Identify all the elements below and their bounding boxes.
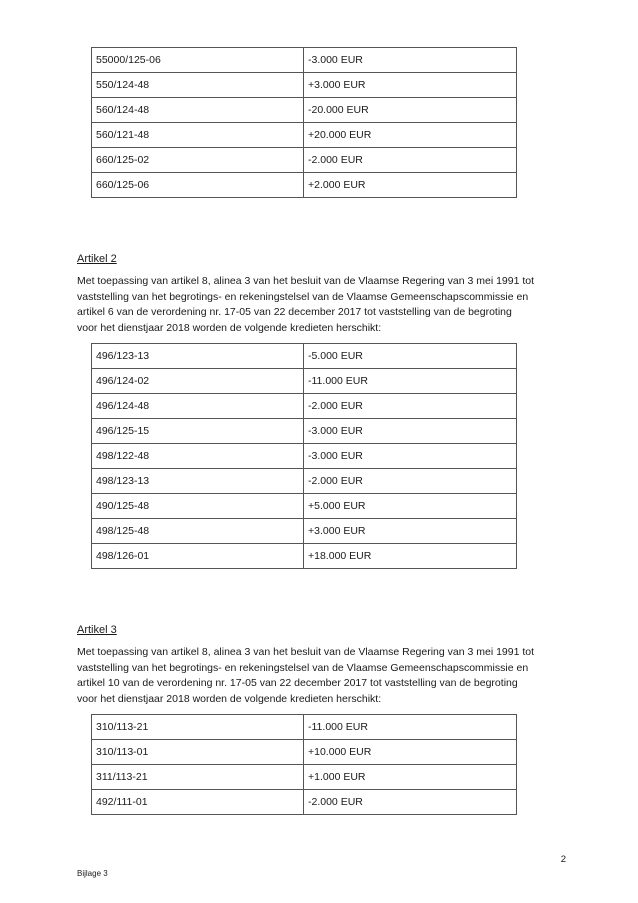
artikel-3-heading: Artikel 3 bbox=[77, 624, 117, 636]
table-row bbox=[92, 98, 517, 123]
amount: -5.000 EUR bbox=[304, 344, 517, 369]
article-code: 498/122-48 bbox=[92, 444, 304, 469]
table-row bbox=[92, 148, 517, 173]
article-code: 55000/125-06 bbox=[92, 48, 304, 73]
amount: +3.000 EUR bbox=[304, 519, 517, 544]
amount: -3.000 EUR bbox=[304, 419, 517, 444]
article-code: 560/121-48 bbox=[92, 123, 304, 148]
table-row bbox=[92, 394, 517, 419]
article-code: 498/126-01 bbox=[92, 544, 304, 569]
amount: +10.000 EUR bbox=[304, 740, 517, 765]
table-row bbox=[92, 765, 517, 790]
paragraph-line: vaststelling van het begrotings- en rekeningstelsel van de Vlaamse Gemeenschapscommissie en bbox=[77, 290, 529, 303]
amount: +3.000 EUR bbox=[304, 73, 517, 98]
paragraph-line: voor het dienstjaar 2018 worden de volgende kredieten herschikt: bbox=[77, 322, 382, 335]
paragraph-line: voor het dienstjaar 2018 worden de volgende kredieten herschikt: bbox=[77, 693, 382, 706]
amount: -11.000 EUR bbox=[304, 369, 517, 394]
table-row bbox=[92, 444, 517, 469]
paragraph-line: Met toepassing van artikel 8, alinea 3 van het besluit van de Vlaamse Regering van 3 mei 1991 tot bbox=[77, 275, 535, 287]
table-row bbox=[92, 173, 517, 198]
article-code: 490/125-48 bbox=[92, 494, 304, 519]
article-code: 311/113-21 bbox=[92, 765, 304, 790]
paragraph-line: artikel 10 van de verordening nr. 17-05 van 22 december 2017 tot vaststelling van de begroting bbox=[77, 677, 518, 690]
table-row bbox=[92, 419, 517, 444]
table-row bbox=[92, 715, 517, 740]
artikel-3-paragraph bbox=[77, 645, 567, 708]
paragraph-line: Met toepassing van artikel 8, alinea 3 van het besluit van de Vlaamse Regering van 3 mei 1991 tot bbox=[77, 646, 535, 658]
amount: -2.000 EUR bbox=[304, 469, 517, 494]
amount: -11.000 EUR bbox=[304, 715, 517, 740]
article-code: 660/125-06 bbox=[92, 173, 304, 198]
article-code: 498/125-48 bbox=[92, 519, 304, 544]
article-code: 310/113-01 bbox=[92, 740, 304, 765]
amount: -2.000 EUR bbox=[304, 790, 517, 815]
amount: -3.000 EUR bbox=[304, 48, 517, 73]
amount: -2.000 EUR bbox=[304, 148, 517, 173]
table-row bbox=[92, 369, 517, 394]
article-code: 496/124-02 bbox=[92, 369, 304, 394]
amount: +18.000 EUR bbox=[304, 544, 517, 569]
table-row bbox=[92, 469, 517, 494]
article-code: 498/123-13 bbox=[92, 469, 304, 494]
artikel-2-paragraph bbox=[77, 274, 567, 337]
article-code: 496/123-13 bbox=[92, 344, 304, 369]
artikel-2-heading: Artikel 2 bbox=[77, 253, 117, 265]
budget-table-2 bbox=[91, 343, 517, 569]
amount: -20.000 EUR bbox=[304, 98, 517, 123]
amount: +5.000 EUR bbox=[304, 494, 517, 519]
article-code: 310/113-21 bbox=[92, 715, 304, 740]
article-code: 560/124-48 bbox=[92, 98, 304, 123]
amount: -3.000 EUR bbox=[304, 444, 517, 469]
table-row bbox=[92, 123, 517, 148]
page-number: 2 bbox=[560, 854, 566, 865]
table-row bbox=[92, 73, 517, 98]
amount: +1.000 EUR bbox=[304, 765, 517, 790]
paragraph-line: vaststelling van het begrotings- en rekeningstelsel van de Vlaamse Gemeenschapscommissie en bbox=[77, 661, 529, 674]
article-code: 550/124-48 bbox=[92, 73, 304, 98]
table-row bbox=[92, 494, 517, 519]
table-row bbox=[92, 344, 517, 369]
amount: +20.000 EUR bbox=[304, 123, 517, 148]
footer-label: Bijlage 3 bbox=[77, 869, 108, 878]
table-row bbox=[92, 790, 517, 815]
article-code: 492/111-01 bbox=[92, 790, 304, 815]
table-row bbox=[92, 519, 517, 544]
article-code: 496/125-15 bbox=[92, 419, 304, 444]
budget-table-1 bbox=[91, 47, 517, 198]
paragraph-line: artikel 6 van de verordening nr. 17-05 van 22 december 2017 tot vaststelling van de begroting bbox=[77, 306, 512, 319]
table-row bbox=[92, 544, 517, 569]
budget-table-3 bbox=[91, 714, 517, 815]
amount: +2.000 EUR bbox=[304, 173, 517, 198]
article-code: 496/124-48 bbox=[92, 394, 304, 419]
table-row bbox=[92, 740, 517, 765]
article-code: 660/125-02 bbox=[92, 148, 304, 173]
amount: -2.000 EUR bbox=[304, 394, 517, 419]
table-row bbox=[92, 48, 517, 73]
